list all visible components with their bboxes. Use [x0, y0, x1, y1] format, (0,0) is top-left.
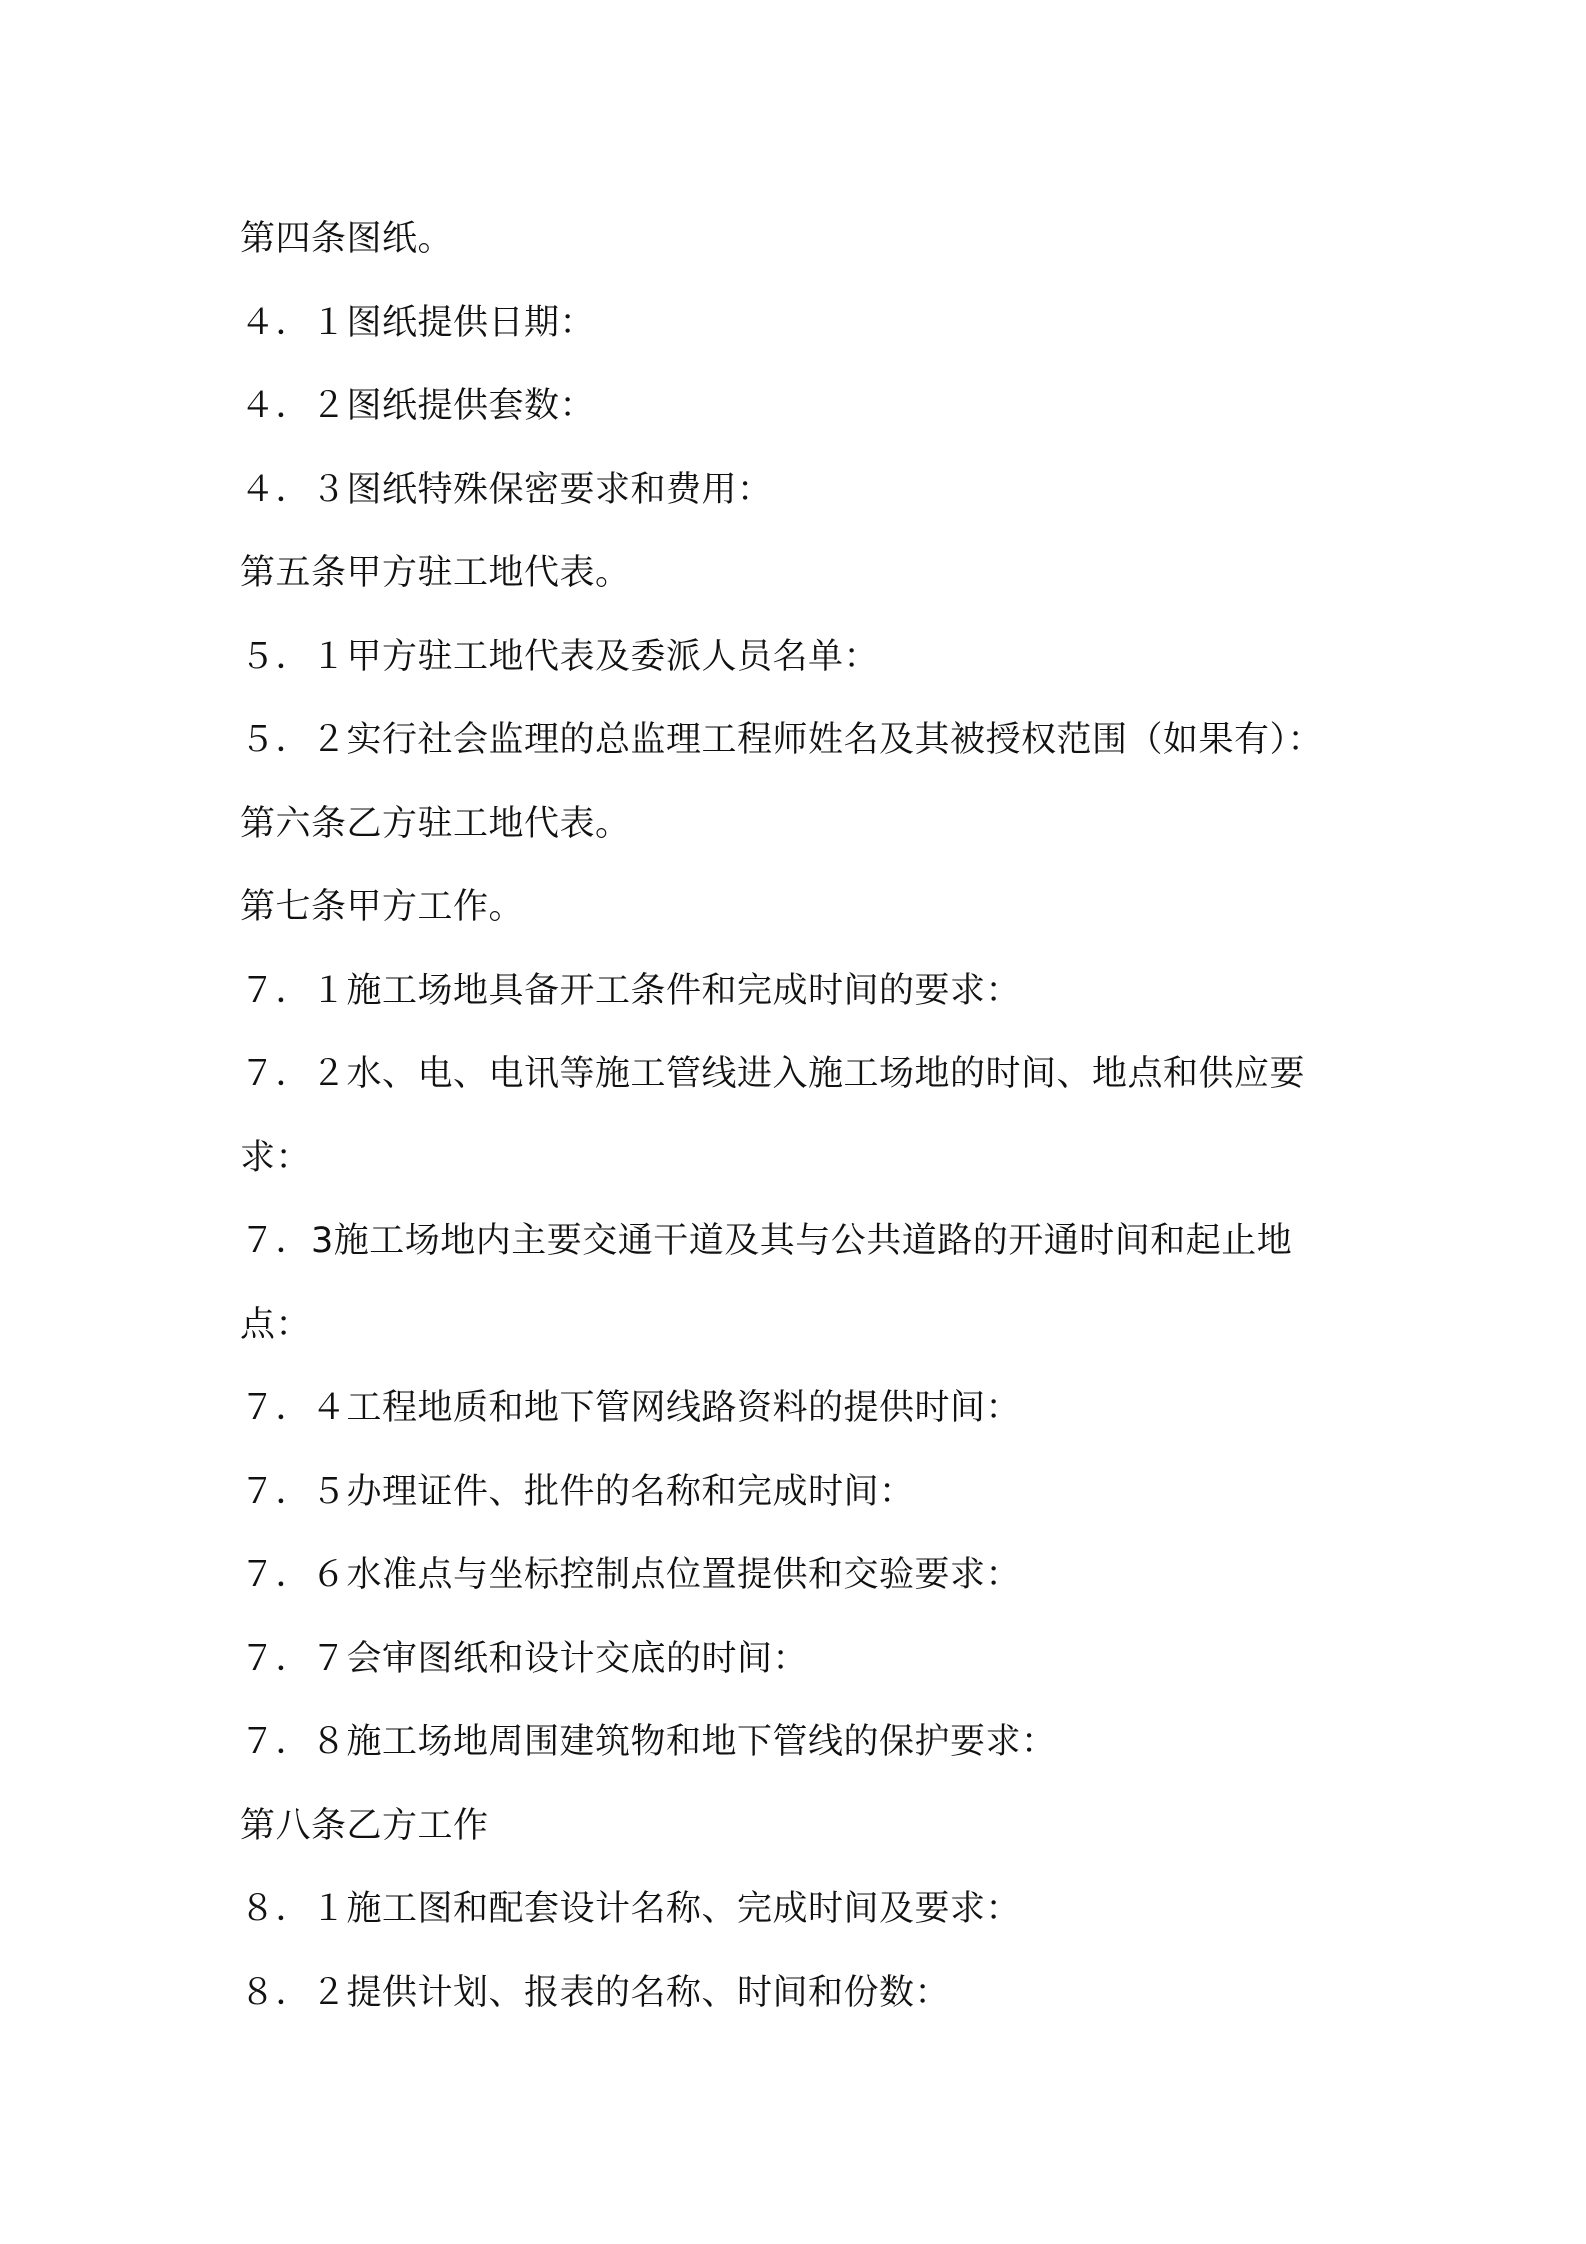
clause-7-2-continued: 求：	[240, 1137, 312, 1178]
clause-8-1: ８．１施工图和配套设计名称、完成时间及要求：	[240, 1889, 1022, 1929]
clause-7-8: ７．８施工场地周围建筑物和地下管线的保护要求：	[240, 1722, 1057, 1762]
clause-7-3-continued: 点：	[240, 1304, 312, 1345]
clause-4-1: ４．１图纸提供日期：	[240, 302, 596, 343]
clause-7-7: ７．７会审图纸和设计交底的时间：	[240, 1638, 809, 1679]
clause-7-2: ７．２水、电、电讯等施工管线进入施工场地的时间、地点和供应要	[240, 1054, 1306, 1094]
clause-7-4: ７．４工程地质和地下管网线路资料的提供时间：	[240, 1388, 1022, 1428]
document-body	[240, 198, 1370, 2035]
article-5-heading: 第五条甲方驻工地代表。	[240, 553, 631, 593]
clause-5-1: ５．１甲方驻工地代表及委派人员名单：	[240, 636, 880, 677]
clause-5-2: ５．２实行社会监理的总监理工程师姓名及其被授权范围（如果有）：	[240, 720, 1324, 760]
clause-7-3: ７．3施工场地内主要交通干道及其与公共道路的开通时间和起止地	[240, 1221, 1293, 1261]
clause-7-5: ７．５办理证件、批件的名称和完成时间：	[240, 1471, 915, 1512]
article-7-heading: 第七条甲方工作。	[240, 887, 525, 927]
article-6-heading: 第六条乙方驻工地代表。	[240, 803, 631, 844]
article-8-heading: 第八条乙方工作	[240, 1805, 489, 1846]
clause-8-2: ８．２提供计划、报表的名称、时间和份数：	[240, 1972, 951, 2013]
clause-4-2: ４．２图纸提供套数：	[240, 386, 596, 426]
clause-7-1: ７．１施工场地具备开工条件和完成时间的要求：	[240, 970, 1022, 1011]
clause-7-6: ７．６水准点与坐标控制点位置提供和交验要求：	[240, 1555, 1022, 1595]
clause-4-3: ４．３图纸特殊保密要求和费用：	[240, 469, 773, 510]
article-4-heading: 第四条图纸。	[240, 219, 454, 259]
